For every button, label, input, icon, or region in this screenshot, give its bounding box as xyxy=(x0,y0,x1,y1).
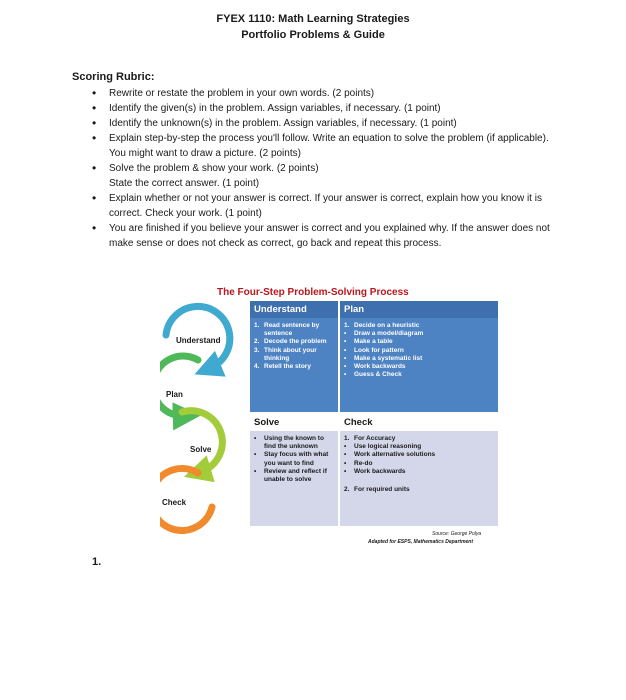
rubric-item-subtext: State the correct answer. (1 point) xyxy=(109,178,260,189)
four-step-graphic xyxy=(160,284,505,554)
solve-panel xyxy=(250,414,338,526)
solve-step xyxy=(254,468,334,484)
check-panel-title: Check xyxy=(340,414,498,431)
step-text: Think about your thinking xyxy=(264,346,317,362)
step-marker: • xyxy=(344,443,347,451)
step-marker: • xyxy=(344,459,347,467)
rubric-item xyxy=(92,191,562,221)
document-subtitle: Portfolio Problems & Guide xyxy=(241,29,385,41)
step-text: Read sentence by sentence xyxy=(264,322,320,338)
rubric-item-text: You are finished if you believe your answer is correct and you explained why. If the answer does not make sense or does not check as correct, go back and repeat this process. xyxy=(109,223,550,249)
plan-panel xyxy=(340,301,498,412)
understand-step xyxy=(254,363,334,371)
rubric-item-text: Rewrite or restate the problem in your own words. (2 points) xyxy=(109,88,375,99)
rubric-title: Scoring Rubric: xyxy=(72,71,155,83)
plan-step xyxy=(344,355,494,363)
plan-step xyxy=(344,371,494,379)
rubric-item xyxy=(92,101,562,116)
step-marker: • xyxy=(344,346,347,354)
step-marker: • xyxy=(344,338,347,346)
solve-step xyxy=(254,451,334,467)
rubric-item-text: Explain whether or not your answer is correct. If your answer is correct, explain how you know it is correct. Check your work. (1 point) xyxy=(109,193,542,219)
document-title: FYEX 1110: Math Learning Strategies xyxy=(216,13,410,25)
step-label-understand: Understand xyxy=(176,336,221,345)
step-text: Make a systematic list xyxy=(354,354,423,362)
understand-step xyxy=(254,338,334,346)
rubric-item xyxy=(92,86,562,101)
step-text: Stay focus with what you want to find xyxy=(264,451,329,467)
rubric-item-text: Identify the unknown(s) in the problem. Assign variables, if necessary. (1 point) xyxy=(109,118,457,129)
step-marker: • xyxy=(344,354,347,362)
step-text: Using the known to find the unknown xyxy=(264,435,324,451)
understand-panel-title: Understand xyxy=(250,301,338,318)
graphic-source: Source: George Polya xyxy=(432,531,482,537)
question-number: 1. xyxy=(92,556,102,568)
step-marker: 3. xyxy=(254,346,260,354)
check-step xyxy=(344,486,494,494)
step-marker: • xyxy=(344,371,347,379)
step-marker: • xyxy=(254,435,257,442)
check-step xyxy=(344,468,494,476)
rubric-item-text: Solve the problem & show your work. (2 points) xyxy=(109,163,319,174)
understand-step xyxy=(254,347,334,363)
plan-step xyxy=(344,363,494,371)
solve-panel-title: Solve xyxy=(250,414,338,431)
graphic-title: The Four-Step Problem-Solving Process xyxy=(217,287,409,298)
plan-step xyxy=(344,338,494,346)
rubric-item xyxy=(92,131,562,161)
step-text: For Accuracy xyxy=(354,435,396,442)
step-text: Make a table xyxy=(354,338,393,346)
step-text: Decide on a heuristic xyxy=(354,322,420,329)
plan-arrow xyxy=(160,356,198,416)
rubric-item-text: Explain step-by-step the process you'll follow. Write an equation to solve the problem (if applicable). You might want to draw a picture. (2 points) xyxy=(109,133,549,159)
step-text: Guess & Check xyxy=(354,371,402,379)
plan-step xyxy=(344,347,494,355)
plan-panel-title: Plan xyxy=(340,301,498,318)
step-marker: • xyxy=(254,467,257,475)
step-text: Work alternative solutions xyxy=(354,451,436,459)
plan-step xyxy=(344,322,494,330)
step-text: Retell the story xyxy=(264,363,311,371)
step-text: Work backwards xyxy=(354,363,406,371)
step-text: Draw a model/diagram xyxy=(354,330,424,338)
step-marker: 1. xyxy=(344,322,350,329)
rubric-item xyxy=(92,221,562,251)
step-marker: • xyxy=(344,363,347,371)
understand-panel xyxy=(250,301,338,412)
step-label-check: Check xyxy=(162,498,187,507)
step-marker: 2. xyxy=(254,338,260,346)
step-label-solve: Solve xyxy=(190,445,212,454)
check-step xyxy=(344,435,494,443)
step-text: Re-do xyxy=(354,459,373,467)
check-step xyxy=(344,443,494,451)
check-step xyxy=(344,460,494,468)
check-step xyxy=(344,451,494,459)
check-panel xyxy=(340,414,498,526)
step-text: Use logical reasoning xyxy=(354,443,422,451)
rubric-item xyxy=(92,116,562,131)
step-marker: • xyxy=(254,451,257,459)
step-marker: 1. xyxy=(254,322,260,329)
step-marker: • xyxy=(344,330,347,338)
step-text: For required units xyxy=(354,486,410,494)
understand-step xyxy=(254,322,334,338)
step-marker: • xyxy=(344,451,347,459)
rubric-list xyxy=(92,86,562,251)
step-marker: 2. xyxy=(344,486,350,494)
step-marker: 1. xyxy=(344,435,350,442)
step-text: Decode the problem xyxy=(264,338,327,346)
step-label-plan: Plan xyxy=(166,390,183,399)
rubric-item-text: Identify the given(s) in the problem. Assign variables, if necessary. (1 point) xyxy=(109,103,441,114)
rubric-item xyxy=(92,161,562,191)
step-text: Work backwards xyxy=(354,467,406,475)
graphic-adapted: Adapted for ESPS, Mathematics Department xyxy=(368,539,474,545)
step-marker: 4. xyxy=(254,363,260,371)
solve-arrow xyxy=(182,411,222,472)
step-text: Review and reflect if unable to solve xyxy=(264,467,327,484)
solve-step xyxy=(254,435,334,451)
plan-step xyxy=(344,330,494,338)
step-text: Look for pattern xyxy=(354,346,404,354)
step-marker: • xyxy=(344,467,347,475)
